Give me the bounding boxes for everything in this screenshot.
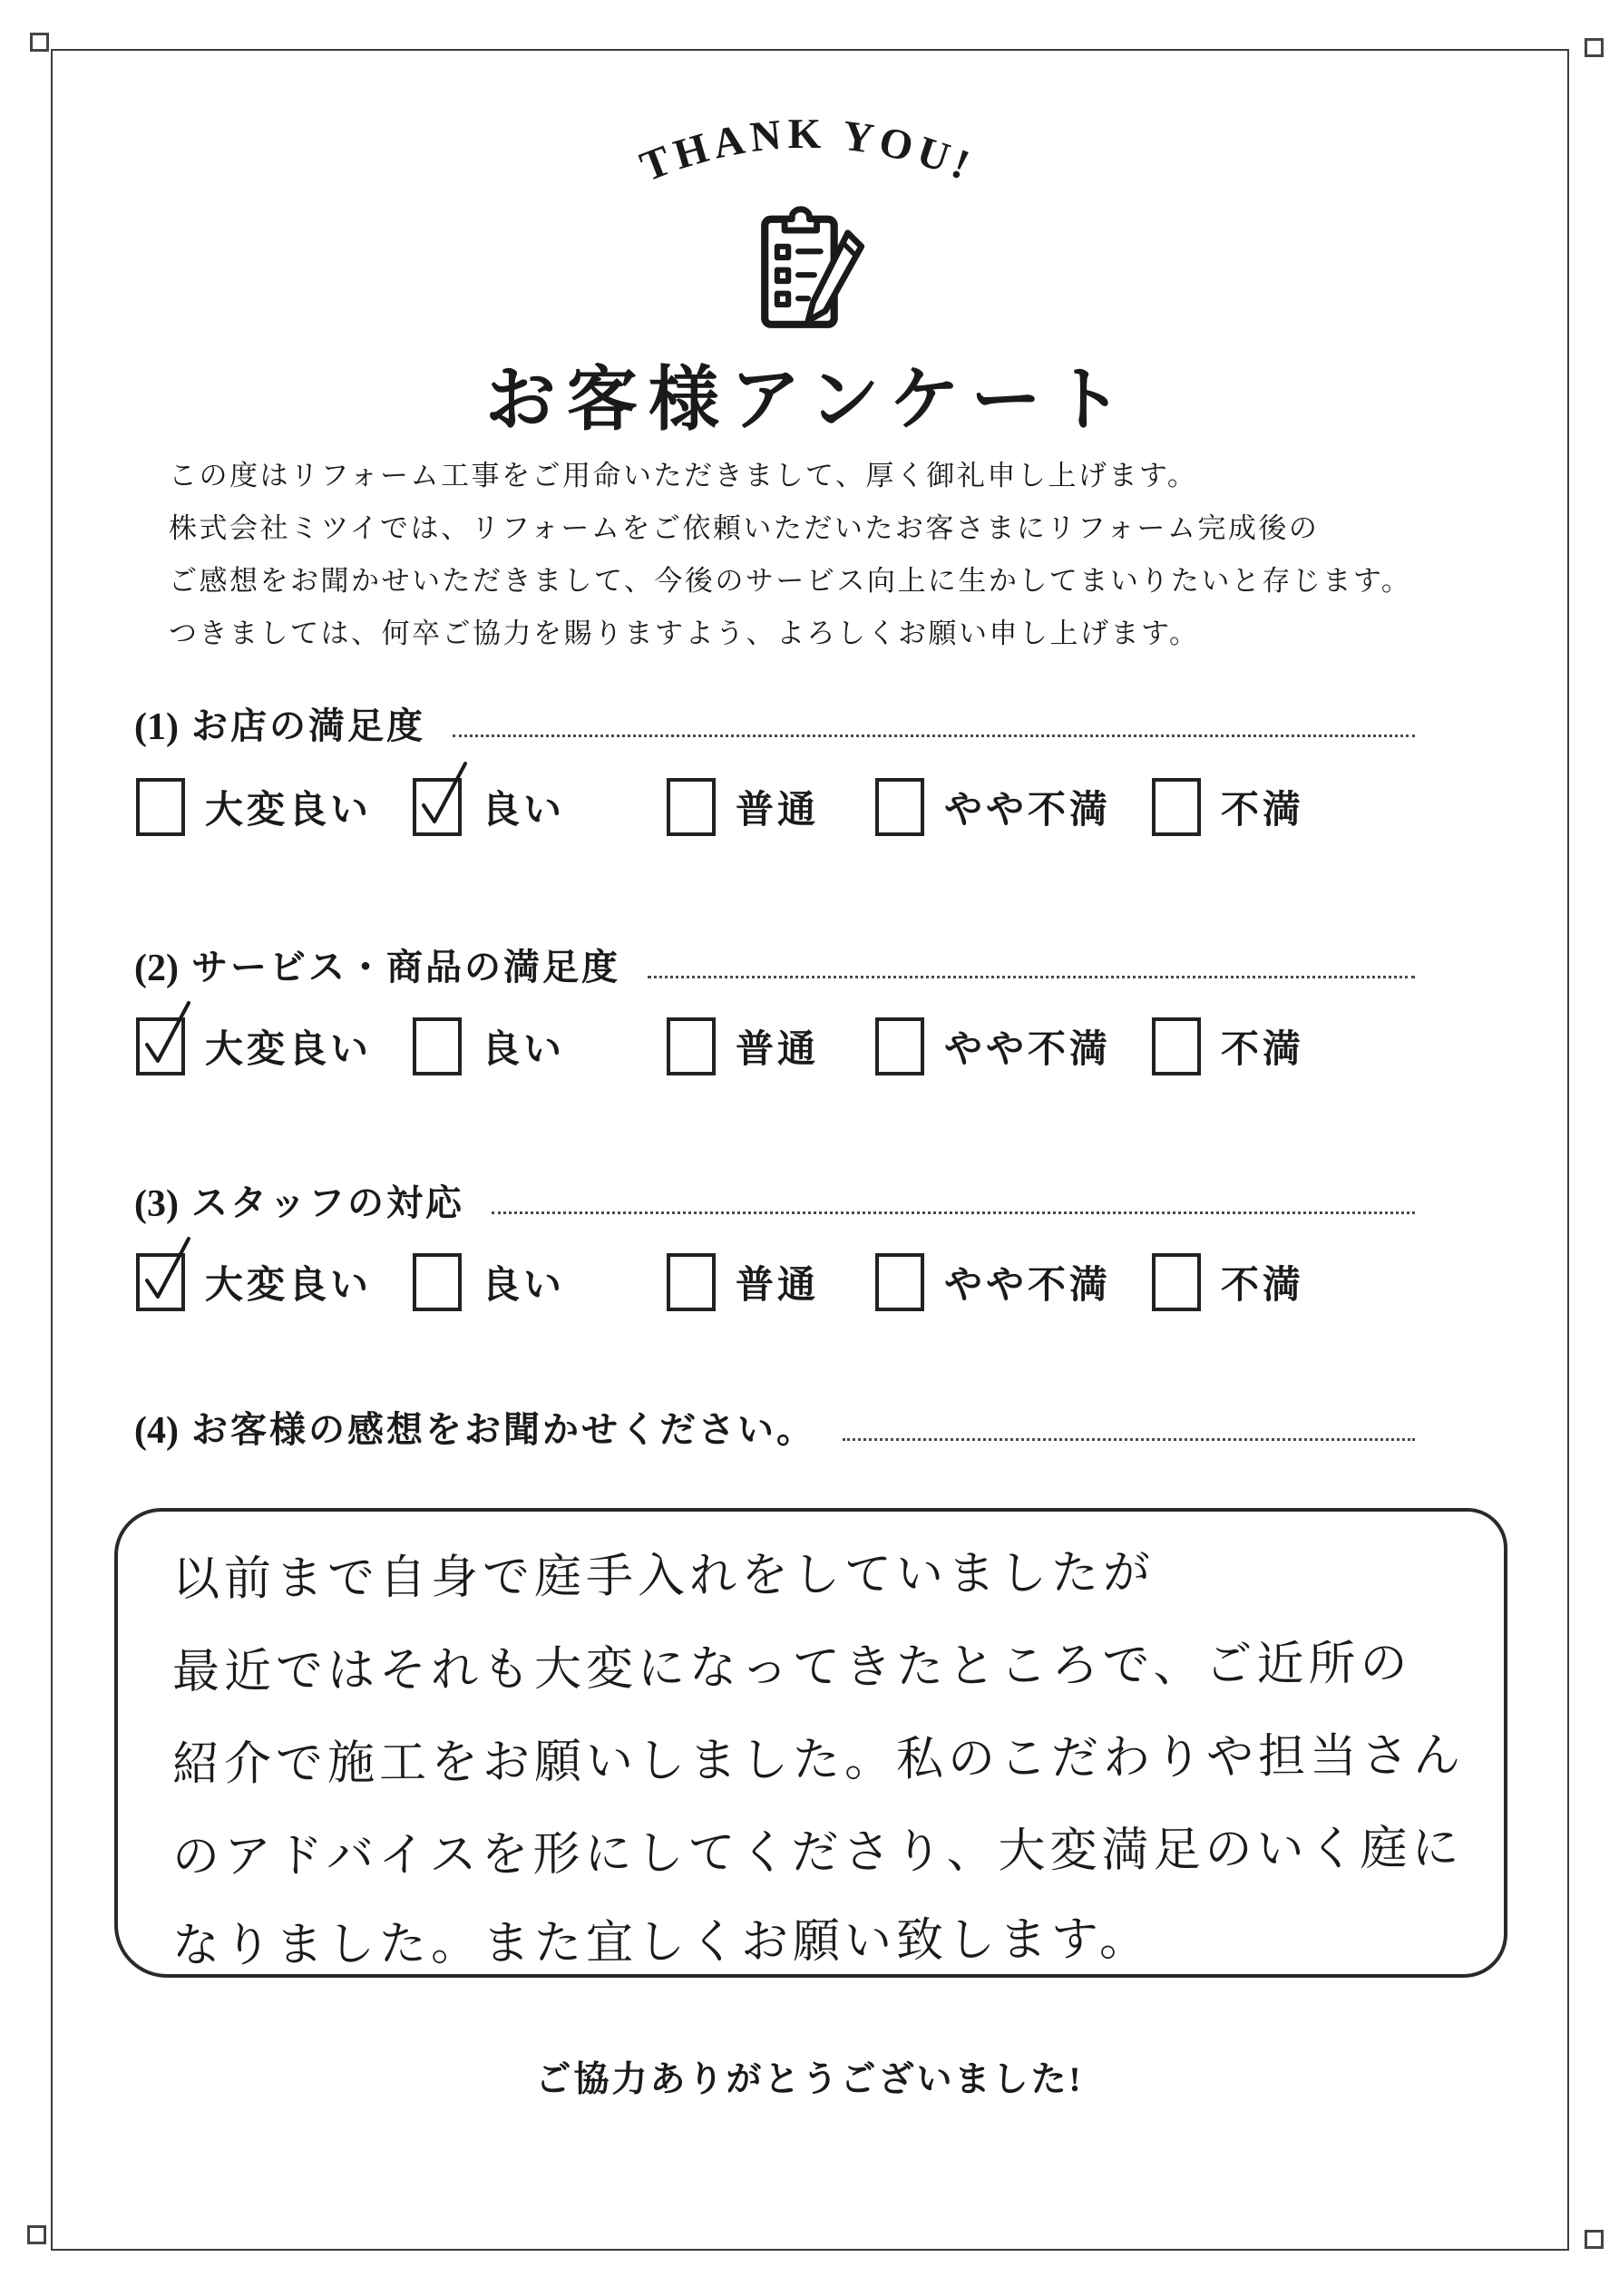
q1-option-0: [136, 778, 372, 836]
checkbox: [1152, 1253, 1201, 1311]
comment-box: [114, 1508, 1507, 1978]
dotted-leader: [843, 1438, 1415, 1441]
question-2-heading: [134, 941, 1420, 990]
q1-option-2: [667, 778, 819, 836]
intro-line: この度はリフォーム工事をご用命いただきまして、厚く御礼申し上げます。: [169, 460, 1198, 491]
corner-mark: [1585, 38, 1604, 57]
svg-text:THANK YOU!: THANK YOU!: [634, 110, 981, 191]
option-label: 普通: [736, 1265, 820, 1307]
checkbox: [667, 1253, 716, 1311]
option-label: やや不満: [944, 1029, 1112, 1071]
option-label: 普通: [736, 1029, 820, 1071]
q1-option-4: [1152, 778, 1304, 836]
q1-option-3: [875, 778, 1111, 836]
question-2-options: [136, 1017, 1442, 1075]
q3-option-4: [1152, 1253, 1304, 1311]
option-label: やや不満: [944, 1265, 1112, 1307]
intro-paragraph: [169, 450, 1457, 660]
intro-line: ご感想をお聞かせいただきまして、今後のサービス向上に生かしてまいりたいと存じます。: [169, 565, 1412, 597]
dotted-leader: [492, 1211, 1415, 1214]
option-label: やや不満: [944, 790, 1112, 832]
checkbox: [875, 1017, 924, 1075]
checkbox: [136, 778, 185, 836]
question-3-heading: [134, 1177, 1420, 1226]
option-label: 普通: [736, 790, 820, 832]
handwritten-comment-line: なりました。また宜しくお願い致します。: [171, 1913, 1152, 1972]
handwritten-comment-line: 以前まで自身で庭手入れをしていましたが: [171, 1547, 1156, 1606]
option-label: 不満: [1221, 1265, 1305, 1307]
checkbox: [136, 1253, 185, 1311]
handwritten-comment-line: 紹介で施工をお願いしました。私のこだわりや担当さん: [171, 1730, 1466, 1791]
option-label: 良い: [482, 1265, 566, 1307]
checkmark-icon: [413, 762, 483, 838]
checkbox: [875, 1253, 924, 1311]
corner-mark: [30, 33, 49, 52]
option-label: 良い: [482, 1029, 566, 1071]
question-number: (1): [134, 706, 179, 748]
question-title: お客様の感想をお聞かせください。: [190, 1409, 815, 1450]
question-3-options: [136, 1253, 1442, 1311]
checkbox: [413, 1017, 462, 1075]
option-label: 大変良い: [205, 1029, 373, 1071]
corner-mark: [1585, 2230, 1604, 2249]
checkbox: [875, 778, 924, 836]
question-4-heading: [134, 1404, 1420, 1453]
dotted-leader: [648, 976, 1415, 978]
thank-you-arc-text: [544, 62, 1070, 225]
q2-option-1: [413, 1017, 565, 1075]
checkbox: [136, 1017, 185, 1075]
question-1-heading: [134, 700, 1420, 749]
question-number: (2): [134, 948, 179, 989]
q3-option-1: [413, 1253, 565, 1311]
clipboard-pencil-icon: [746, 203, 871, 332]
question-1-options: [136, 778, 1442, 836]
option-label: 良い: [482, 790, 566, 832]
option-label: 大変良い: [205, 790, 373, 832]
q2-option-0: [136, 1017, 372, 1075]
handwritten-comment-line: 最近ではそれも大変になってきたところで、ご近所の: [171, 1638, 1412, 1698]
question-number: (3): [134, 1183, 179, 1225]
q2-option-2: [667, 1017, 819, 1075]
checkbox: [1152, 778, 1201, 836]
intro-line: つきましては、何卒ご協力を賜りますよう、よろしくお願い申し上げます。: [169, 618, 1200, 649]
dotted-leader: [453, 735, 1415, 737]
q2-option-4: [1152, 1017, 1304, 1075]
checkbox: [413, 778, 462, 836]
closing-thanks: ご協力ありがとうございました!: [535, 2060, 1084, 2099]
option-label: 不満: [1221, 790, 1305, 832]
checkbox: [413, 1253, 462, 1311]
question-title: お店の満足度: [190, 705, 425, 746]
page-title: お客様アンケート: [484, 360, 1135, 439]
q3-option-2: [667, 1253, 819, 1311]
checkmark-icon: [136, 1001, 207, 1077]
option-label: 不満: [1221, 1029, 1305, 1071]
q3-option-3: [875, 1253, 1111, 1311]
corner-mark: [27, 2225, 46, 2244]
question-title: サービス・商品の満足度: [190, 947, 620, 987]
q2-option-3: [875, 1017, 1111, 1075]
q1-option-1: [413, 778, 565, 836]
intro-line: 株式会社ミツイでは、リフォームをご依頼いただいたお客さまにリフォーム完成後の: [169, 512, 1320, 544]
checkmark-icon: [136, 1237, 207, 1313]
question-title: スタッフの対応: [190, 1182, 464, 1223]
q3-option-0: [136, 1253, 372, 1311]
option-label: 大変良い: [205, 1265, 373, 1307]
checkbox: [667, 778, 716, 836]
question-number: (4): [134, 1410, 179, 1452]
checkbox: [667, 1017, 716, 1075]
checkbox: [1152, 1017, 1201, 1075]
handwritten-comment-line: のアドバイスを形にしてくださり、大変満足のいく庭に: [171, 1823, 1464, 1883]
